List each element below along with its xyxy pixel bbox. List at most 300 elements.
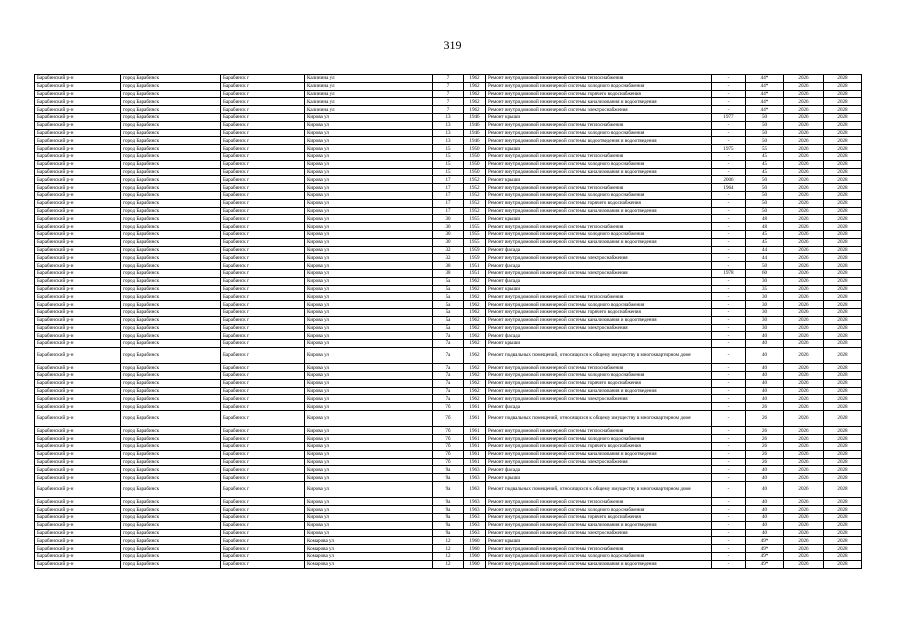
wear-cell: 44* (746, 98, 784, 106)
start-year-cell: 2026 (784, 427, 824, 435)
build-year-cell: 1955 (464, 223, 486, 231)
locality-cell: Барабинск г (221, 168, 305, 176)
build-year-cell: 1962 (464, 340, 486, 348)
wear-cell: 50 (746, 176, 784, 184)
district-cell: Барабинский р-н (35, 98, 121, 106)
table-row (35, 506, 862, 514)
wear-cell: 45 (746, 168, 784, 176)
end-year-cell: 2028 (824, 514, 862, 522)
locality-cell: Барабинск г (221, 514, 305, 522)
house-number-cell: 17 (433, 184, 464, 192)
locality-cell: Барабинск г (221, 553, 305, 561)
work-type-cell: Ремонт фасада (486, 262, 712, 270)
district-cell: Барабинский р-н (35, 75, 121, 83)
settlement-cell: город Барабинск (121, 403, 221, 411)
locality-cell: Барабинск г (221, 347, 305, 363)
work-type-cell: Ремонт внутридомовой инженерной системы горячего водоснабжения (486, 379, 712, 387)
settlement-cell: город Барабинск (121, 75, 221, 83)
build-year-cell: 1963 (464, 506, 486, 514)
wear-cell: 45 (746, 230, 784, 238)
settlement-cell: город Барабинск (121, 443, 221, 451)
end-year-cell: 2028 (824, 458, 862, 466)
settlement-cell: город Барабинск (121, 458, 221, 466)
house-number-cell: 17 (433, 176, 464, 184)
build-year-cell: 1952 (464, 207, 486, 215)
district-cell: Барабинский р-н (35, 458, 121, 466)
house-number-cell: 7б (433, 450, 464, 458)
end-year-cell: 2028 (824, 308, 862, 316)
street-cell: Кирова ул (305, 301, 433, 309)
settlement-cell: город Барабинск (121, 254, 221, 262)
last-repair-year-cell: - (712, 435, 746, 443)
house-number-cell: 7а (433, 347, 464, 363)
build-year-cell: 1963 (464, 474, 486, 482)
district-cell: Барабинский р-н (35, 560, 121, 568)
build-year-cell: 1962 (464, 293, 486, 301)
end-year-cell: 2028 (824, 246, 862, 254)
work-type-cell: Ремонт внутридомовой инженерной системы теплоснабжения (486, 498, 712, 506)
last-repair-year-cell: - (712, 553, 746, 561)
district-cell: Барабинский р-н (35, 152, 121, 160)
table-row (35, 129, 862, 137)
street-cell: Кирова ул (305, 474, 433, 482)
wear-cell: 50 (746, 199, 784, 207)
build-year-cell: 1962 (464, 364, 486, 372)
build-year-cell: 1946 (464, 137, 486, 145)
settlement-cell: город Барабинск (121, 379, 221, 387)
district-cell: Барабинский р-н (35, 387, 121, 395)
table-row (35, 160, 862, 168)
build-year-cell: 1955 (464, 230, 486, 238)
wear-cell: 30 (746, 301, 784, 309)
settlement-cell: город Барабинск (121, 230, 221, 238)
last-repair-year-cell: - (712, 411, 746, 427)
build-year-cell: 1962 (464, 387, 486, 395)
district-cell: Барабинский р-н (35, 395, 121, 403)
table-row (35, 458, 862, 466)
locality-cell: Барабинск г (221, 137, 305, 145)
house-number-cell: 9а (433, 498, 464, 506)
build-year-cell: 1959 (464, 246, 486, 254)
locality-cell: Барабинск г (221, 450, 305, 458)
build-year-cell: 1950 (464, 168, 486, 176)
street-cell: Кирова ул (305, 137, 433, 145)
district-cell: Барабинский р-н (35, 137, 121, 145)
locality-cell: Барабинск г (221, 379, 305, 387)
repair-schedule-table (34, 74, 862, 569)
settlement-cell: город Барабинск (121, 98, 221, 106)
end-year-cell: 2028 (824, 529, 862, 537)
settlement-cell: город Барабинск (121, 223, 221, 231)
street-cell: Кирова ул (305, 498, 433, 506)
work-type-cell: Ремонт фасада (486, 466, 712, 474)
work-type-cell: Ремонт внутридомовой инженерной системы теплоснабжения (486, 152, 712, 160)
street-cell: Калинина ул (305, 90, 433, 98)
settlement-cell: город Барабинск (121, 316, 221, 324)
work-type-cell: Ремонт внутридомовой инженерной системы теплоснабжения (486, 121, 712, 129)
end-year-cell: 2028 (824, 482, 862, 498)
district-cell: Барабинский р-н (35, 498, 121, 506)
last-repair-year-cell: - (712, 545, 746, 553)
wear-cell: 49* (746, 560, 784, 568)
settlement-cell: город Барабинск (121, 498, 221, 506)
house-number-cell: 9а (433, 466, 464, 474)
house-number-cell: 7 (433, 106, 464, 114)
end-year-cell: 2028 (824, 238, 862, 246)
house-number-cell: 17 (433, 191, 464, 199)
locality-cell: Барабинск г (221, 191, 305, 199)
work-type-cell: Ремонт внутридомовой инженерной системы канализования и водоотведения (486, 560, 712, 568)
house-number-cell: 30 (433, 215, 464, 223)
district-cell: Барабинский р-н (35, 191, 121, 199)
start-year-cell: 2026 (784, 347, 824, 363)
district-cell: Барабинский р-н (35, 145, 121, 153)
house-number-cell: 5а (433, 324, 464, 332)
end-year-cell: 2028 (824, 506, 862, 514)
settlement-cell: город Барабинск (121, 215, 221, 223)
end-year-cell: 2028 (824, 553, 862, 561)
work-type-cell: Ремонт подвальных помещений, относящихся к общему имуществу в многоквартирном доме (486, 347, 712, 363)
table-row (35, 443, 862, 451)
district-cell: Барабинский р-н (35, 537, 121, 545)
district-cell: Барабинский р-н (35, 262, 121, 270)
locality-cell: Барабинск г (221, 129, 305, 137)
table-row (35, 340, 862, 348)
settlement-cell: город Барабинск (121, 152, 221, 160)
last-repair-year-cell: - (712, 347, 746, 363)
street-cell: Кирова ул (305, 347, 433, 363)
district-cell: Барабинский р-н (35, 364, 121, 372)
work-type-cell: Ремонт внутридомовой инженерной системы теплоснабжения (486, 293, 712, 301)
house-number-cell: 7а (433, 364, 464, 372)
district-cell: Барабинский р-н (35, 207, 121, 215)
settlement-cell: город Барабинск (121, 121, 221, 129)
settlement-cell: город Барабинск (121, 238, 221, 246)
table-row (35, 90, 862, 98)
district-cell: Барабинский р-н (35, 474, 121, 482)
end-year-cell: 2028 (824, 106, 862, 114)
settlement-cell: город Барабинск (121, 82, 221, 90)
last-repair-year-cell: - (712, 160, 746, 168)
start-year-cell: 2026 (784, 293, 824, 301)
house-number-cell: 12 (433, 553, 464, 561)
work-type-cell: Ремонт внутридомовой инженерной системы водоотведения и водоотведения (486, 137, 712, 145)
end-year-cell: 2028 (824, 466, 862, 474)
street-cell: Кирова ул (305, 450, 433, 458)
build-year-cell: 1951 (464, 269, 486, 277)
street-cell: Кирова ул (305, 223, 433, 231)
end-year-cell: 2028 (824, 332, 862, 340)
start-year-cell: 2026 (784, 443, 824, 451)
table-row (35, 262, 862, 270)
street-cell: Кирова ул (305, 184, 433, 192)
end-year-cell: 2028 (824, 347, 862, 363)
wear-cell: 45 (746, 238, 784, 246)
house-number-cell: 5а (433, 316, 464, 324)
start-year-cell: 2026 (784, 191, 824, 199)
last-repair-year-cell: 1975 (712, 145, 746, 153)
start-year-cell: 2026 (784, 545, 824, 553)
table-row (35, 379, 862, 387)
street-cell: Кирова ул (305, 514, 433, 522)
settlement-cell: город Барабинск (121, 545, 221, 553)
street-cell: Калинина ул (305, 82, 433, 90)
work-type-cell: Ремонт фасада (486, 403, 712, 411)
table-row (35, 254, 862, 262)
street-cell: Комарова ул (305, 537, 433, 545)
house-number-cell: 9а (433, 482, 464, 498)
start-year-cell: 2026 (784, 506, 824, 514)
locality-cell: Барабинск г (221, 293, 305, 301)
end-year-cell: 2028 (824, 168, 862, 176)
locality-cell: Барабинск г (221, 269, 305, 277)
build-year-cell: 1961 (464, 411, 486, 427)
settlement-cell: город Барабинск (121, 308, 221, 316)
wear-cell: 50 (746, 191, 784, 199)
table-row (35, 529, 862, 537)
start-year-cell: 2026 (784, 254, 824, 262)
street-cell: Комарова ул (305, 560, 433, 568)
district-cell: Барабинский р-н (35, 277, 121, 285)
locality-cell: Барабинск г (221, 498, 305, 506)
house-number-cell: 7 (433, 82, 464, 90)
locality-cell: Барабинск г (221, 176, 305, 184)
wear-cell: 40 (746, 521, 784, 529)
last-repair-year-cell: - (712, 395, 746, 403)
start-year-cell: 2026 (784, 90, 824, 98)
wear-cell: 40 (746, 379, 784, 387)
district-cell: Барабинский р-н (35, 427, 121, 435)
settlement-cell: город Барабинск (121, 427, 221, 435)
street-cell: Кирова ул (305, 168, 433, 176)
wear-cell: 40 (746, 529, 784, 537)
wear-cell: 44* (746, 82, 784, 90)
district-cell: Барабинский р-н (35, 529, 121, 537)
end-year-cell: 2028 (824, 364, 862, 372)
settlement-cell: город Барабинск (121, 482, 221, 498)
end-year-cell: 2028 (824, 293, 862, 301)
house-number-cell: 30 (433, 223, 464, 231)
wear-cell: 45 (746, 152, 784, 160)
settlement-cell: город Барабинск (121, 293, 221, 301)
locality-cell: Барабинск г (221, 246, 305, 254)
street-cell: Кирова ул (305, 152, 433, 160)
start-year-cell: 2026 (784, 223, 824, 231)
wear-cell: 50 (746, 129, 784, 137)
house-number-cell: 7а (433, 387, 464, 395)
wear-cell: 50 (746, 137, 784, 145)
work-type-cell: Ремонт подвальных помещений, относящихся к общему имуществу в многоквартирном доме (486, 411, 712, 427)
work-type-cell: Ремонт внутридомовой инженерной системы канализования и водоотведения (486, 521, 712, 529)
locality-cell: Барабинск г (221, 466, 305, 474)
wear-cell: 40 (746, 482, 784, 498)
start-year-cell: 2026 (784, 498, 824, 506)
end-year-cell: 2028 (824, 537, 862, 545)
district-cell: Барабинский р-н (35, 372, 121, 380)
table-row (35, 207, 862, 215)
table-row (35, 121, 862, 129)
last-repair-year-cell: - (712, 560, 746, 568)
start-year-cell: 2026 (784, 537, 824, 545)
last-repair-year-cell: - (712, 316, 746, 324)
wear-cell: 40 (746, 364, 784, 372)
work-type-cell: Ремонт внутридомовой инженерной системы холодного водоснабжения (486, 82, 712, 90)
house-number-cell: 30 (433, 230, 464, 238)
last-repair-year-cell: - (712, 223, 746, 231)
house-number-cell: 5а (433, 293, 464, 301)
wear-cell: 26 (746, 403, 784, 411)
last-repair-year-cell: - (712, 458, 746, 466)
start-year-cell: 2026 (784, 160, 824, 168)
locality-cell: Барабинск г (221, 199, 305, 207)
settlement-cell: город Барабинск (121, 553, 221, 561)
start-year-cell: 2026 (784, 238, 824, 246)
work-type-cell: Ремонт крыши (486, 113, 712, 121)
last-repair-year-cell: - (712, 340, 746, 348)
work-type-cell: Ремонт внутридомовой инженерной системы холодного водоснабжения (486, 435, 712, 443)
table-row (35, 293, 862, 301)
wear-cell: 49* (746, 553, 784, 561)
table-row (35, 466, 862, 474)
wear-cell: 40 (746, 347, 784, 363)
last-repair-year-cell: - (712, 254, 746, 262)
end-year-cell: 2028 (824, 545, 862, 553)
house-number-cell: 12 (433, 545, 464, 553)
start-year-cell: 2026 (784, 403, 824, 411)
work-type-cell: Ремонт внутридомовой инженерной системы канализования и водоотведения (486, 387, 712, 395)
last-repair-year-cell: - (712, 364, 746, 372)
start-year-cell: 2026 (784, 168, 824, 176)
wear-cell: 48 (746, 223, 784, 231)
end-year-cell: 2028 (824, 427, 862, 435)
wear-cell: 40 (746, 372, 784, 380)
district-cell: Барабинский р-н (35, 199, 121, 207)
work-type-cell: Ремонт внутридомовой инженерной системы холодного водоснабжения (486, 230, 712, 238)
locality-cell: Барабинск г (221, 427, 305, 435)
house-number-cell: 9а (433, 474, 464, 482)
start-year-cell: 2026 (784, 553, 824, 561)
locality-cell: Барабинск г (221, 301, 305, 309)
settlement-cell: город Барабинск (121, 411, 221, 427)
house-number-cell: 7б (433, 427, 464, 435)
end-year-cell: 2028 (824, 137, 862, 145)
wear-cell: 30 (746, 316, 784, 324)
locality-cell: Барабинск г (221, 395, 305, 403)
build-year-cell: 1952 (464, 199, 486, 207)
work-type-cell: Ремонт внутридомовой инженерной системы горячего водоснабжения (486, 514, 712, 522)
build-year-cell: 1960 (464, 537, 486, 545)
house-number-cell: 7а (433, 372, 464, 380)
settlement-cell: город Барабинск (121, 277, 221, 285)
wear-cell: 30 (746, 308, 784, 316)
table-row (35, 152, 862, 160)
locality-cell: Барабинск г (221, 545, 305, 553)
start-year-cell: 2026 (784, 521, 824, 529)
build-year-cell: 1950 (464, 145, 486, 153)
table-row (35, 215, 862, 223)
street-cell: Кирова ул (305, 269, 433, 277)
build-year-cell: 1960 (464, 553, 486, 561)
locality-cell: Барабинск г (221, 98, 305, 106)
end-year-cell: 2028 (824, 129, 862, 137)
last-repair-year-cell: - (712, 521, 746, 529)
end-year-cell: 2028 (824, 379, 862, 387)
build-year-cell: 1962 (464, 372, 486, 380)
build-year-cell: 1962 (464, 75, 486, 83)
locality-cell: Барабинск г (221, 529, 305, 537)
settlement-cell: город Барабинск (121, 207, 221, 215)
settlement-cell: город Барабинск (121, 537, 221, 545)
end-year-cell: 2028 (824, 560, 862, 568)
work-type-cell: Ремонт внутридомовой инженерной системы электроснабжения (486, 458, 712, 466)
street-cell: Кирова ул (305, 215, 433, 223)
house-number-cell: 7 (433, 98, 464, 106)
last-repair-year-cell: - (712, 82, 746, 90)
build-year-cell: 1961 (464, 458, 486, 466)
street-cell: Кирова ул (305, 207, 433, 215)
work-type-cell: Ремонт крыши (486, 340, 712, 348)
wear-cell: 30 (746, 277, 784, 285)
last-repair-year-cell: - (712, 506, 746, 514)
wear-cell: 26 (746, 427, 784, 435)
district-cell: Барабинский р-н (35, 121, 121, 129)
wear-cell: 40 (746, 474, 784, 482)
house-number-cell: 7б (433, 443, 464, 451)
house-number-cell: 7б (433, 435, 464, 443)
work-type-cell: Ремонт крыши (486, 474, 712, 482)
street-cell: Кирова ул (305, 145, 433, 153)
last-repair-year-cell: - (712, 301, 746, 309)
start-year-cell: 2026 (784, 372, 824, 380)
build-year-cell: 1963 (464, 466, 486, 474)
work-type-cell: Ремонт фасада (486, 332, 712, 340)
work-type-cell: Ремонт крыши (486, 285, 712, 293)
locality-cell: Барабинск г (221, 403, 305, 411)
house-number-cell: 15 (433, 152, 464, 160)
settlement-cell: город Барабинск (121, 324, 221, 332)
street-cell: Кирова ул (305, 364, 433, 372)
street-cell: Кирова ул (305, 308, 433, 316)
settlement-cell: город Барабинск (121, 90, 221, 98)
settlement-cell: город Барабинск (121, 168, 221, 176)
house-number-cell: 13 (433, 137, 464, 145)
locality-cell: Барабинск г (221, 238, 305, 246)
table-row (35, 168, 862, 176)
wear-cell: 49* (746, 537, 784, 545)
locality-cell: Барабинск г (221, 113, 305, 121)
start-year-cell: 2026 (784, 466, 824, 474)
table-row (35, 387, 862, 395)
end-year-cell: 2028 (824, 521, 862, 529)
last-repair-year-cell: - (712, 498, 746, 506)
last-repair-year-cell: - (712, 403, 746, 411)
settlement-cell: город Барабинск (121, 106, 221, 114)
street-cell: Кирова ул (305, 435, 433, 443)
build-year-cell: 1962 (464, 324, 486, 332)
house-number-cell: 12 (433, 560, 464, 568)
work-type-cell: Ремонт внутридомовой инженерной системы канализования и водоотведения (486, 316, 712, 324)
district-cell: Барабинский р-н (35, 435, 121, 443)
settlement-cell: город Барабинск (121, 560, 221, 568)
street-cell: Кирова ул (305, 160, 433, 168)
start-year-cell: 2026 (784, 152, 824, 160)
work-type-cell: Ремонт внутридомовой инженерной системы горячего водоснабжения (486, 199, 712, 207)
work-type-cell: Ремонт внутридомовой инженерной системы теплоснабжения (486, 75, 712, 83)
table-row (35, 191, 862, 199)
settlement-cell: город Барабинск (121, 301, 221, 309)
wear-cell: 40 (746, 395, 784, 403)
start-year-cell: 2026 (784, 379, 824, 387)
